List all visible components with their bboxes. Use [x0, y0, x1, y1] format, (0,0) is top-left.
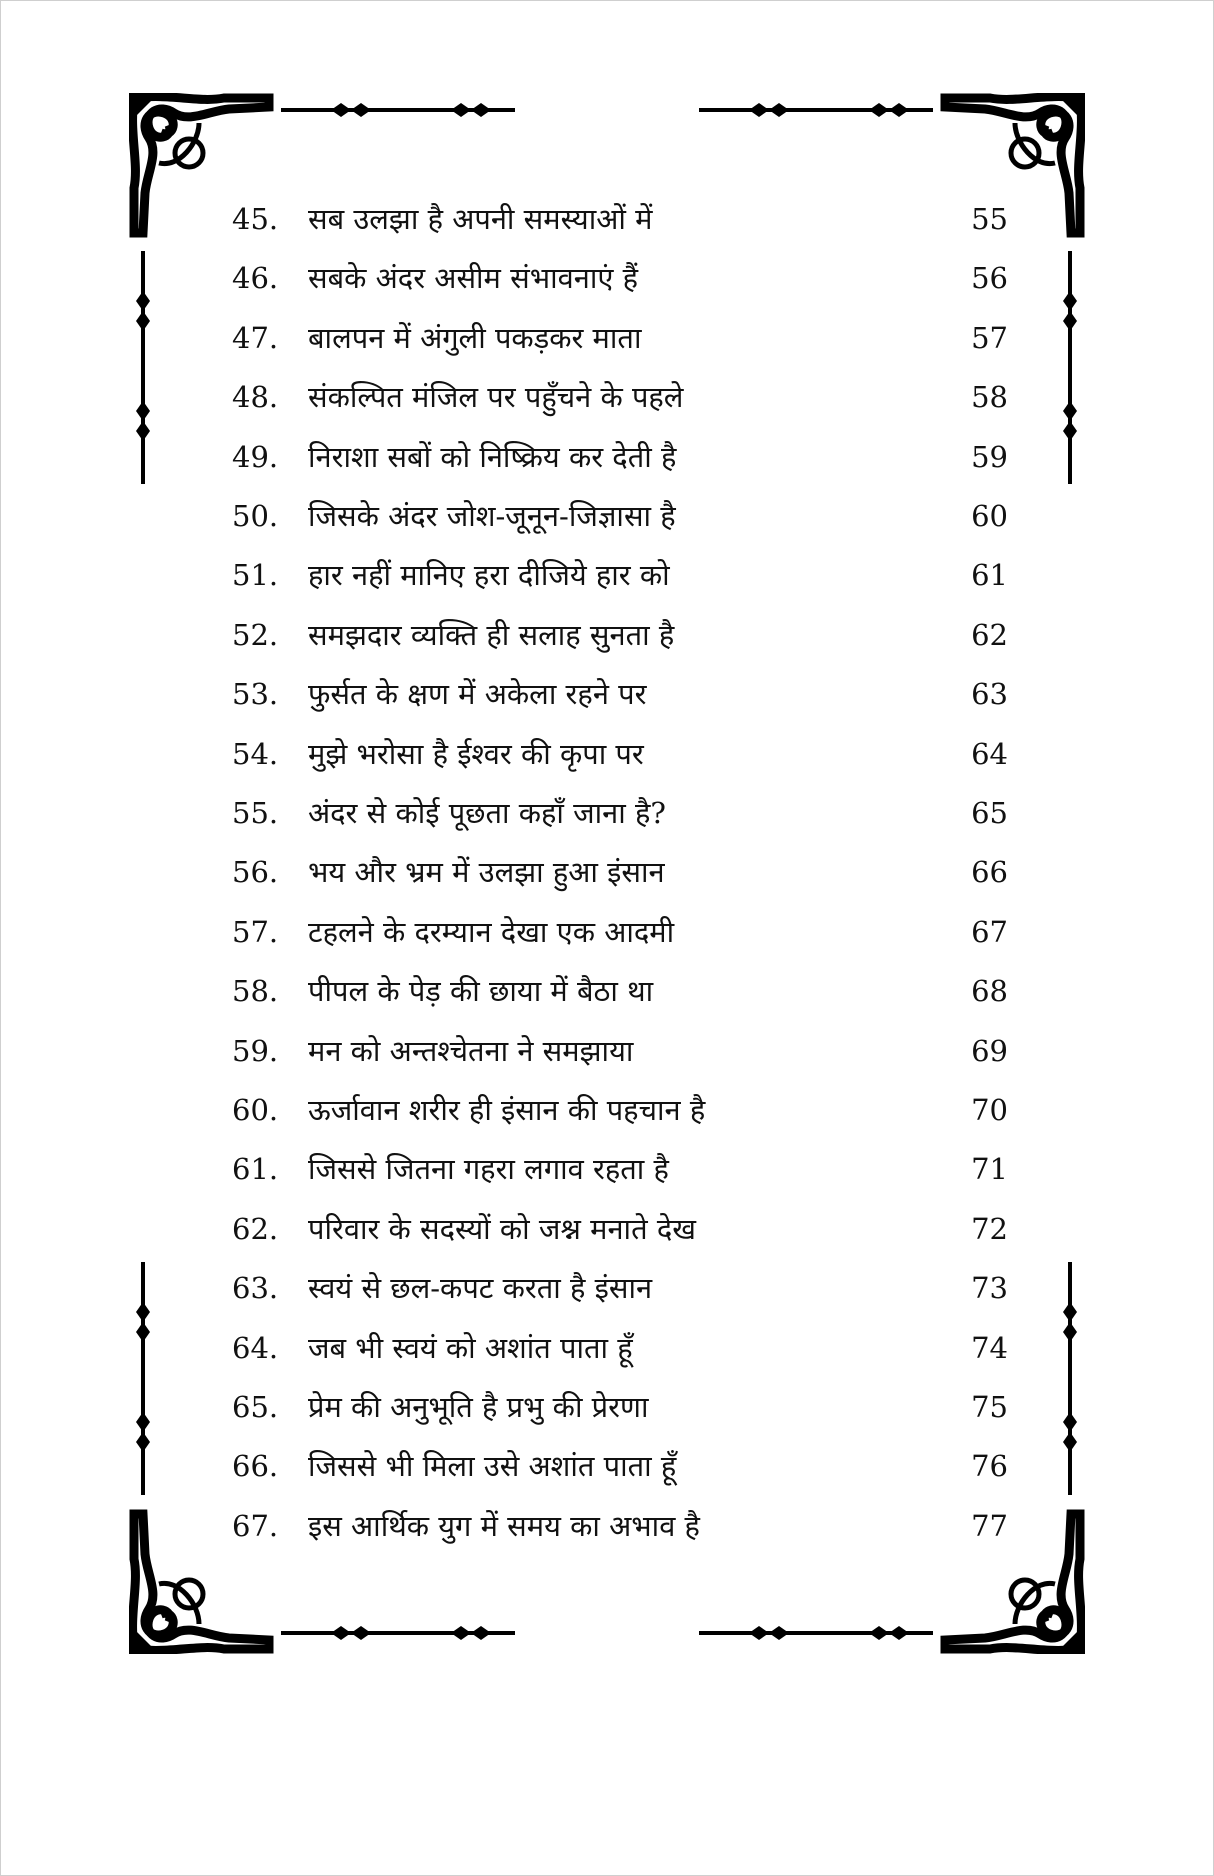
toc-entry-page: 61: [971, 558, 1008, 593]
toc-entry: [0, 432, 1214, 482]
toc-entry-page: 63: [971, 677, 1008, 712]
corner-ornament-bottom-left: [129, 1509, 274, 1654]
toc-entry-page: 74: [971, 1330, 1008, 1365]
toc-entry-title: अंदर से कोई पूछता कहाँ जाना है?: [308, 796, 666, 830]
toc-entry-title: ऊर्जावान शरीर ही इंसान की पहचान है: [308, 1093, 706, 1127]
toc-entry-number: 45.: [232, 202, 279, 236]
toc-entry-title: जिसके अंदर जोश-जूनून-जिज्ञासा है: [308, 499, 676, 533]
toc-entry: [0, 1085, 1214, 1135]
toc-entry-number: 55.: [232, 796, 279, 830]
toc-entry-title: मुझे भरोसा है ईश्वर की कृपा पर: [308, 736, 644, 771]
toc-entry-title: सब उलझा है अपनी समस्याओं में: [308, 202, 653, 236]
toc-entry-page: 69: [971, 1033, 1008, 1068]
toc-entry-title: प्रेम की अनुभूति है प्रभु की प्रेरणा: [308, 1390, 649, 1424]
toc-entry-title: परिवार के सदस्यों को जश्न मनाते देख: [308, 1211, 696, 1246]
toc-entry-page: 56: [971, 261, 1008, 296]
toc-entry: [0, 610, 1214, 660]
toc-entry-number: 61.: [232, 1152, 279, 1187]
toc-entry: [0, 550, 1214, 600]
toc-entry: [0, 1382, 1214, 1432]
toc-entry: [0, 1204, 1214, 1254]
toc-entry: [0, 1026, 1214, 1076]
toc-entry-page: 75: [971, 1390, 1008, 1424]
toc-entry-number: 51.: [232, 558, 279, 593]
side-bar-right-bottom: [1060, 1262, 1080, 1495]
toc-entry-number: 63.: [232, 1271, 279, 1306]
toc-entry-page: 60: [971, 499, 1008, 533]
divider-bottom-left: [281, 1623, 515, 1643]
toc-entry: [0, 729, 1214, 779]
toc-entry-number: 49.: [232, 439, 279, 474]
toc-entry-page: 68: [971, 974, 1008, 1009]
toc-entry-page: 72: [971, 1211, 1008, 1246]
toc-entry: [0, 1263, 1214, 1313]
toc-entry-title: सबके अंदर असीम संभावनाएं हैं: [308, 261, 639, 296]
toc-entry-title: निराशा सबों को निष्क्रिय कर देती है: [308, 439, 677, 474]
toc-entry-title: जिससे जितना गहरा लगाव रहता है: [308, 1152, 669, 1187]
toc-entry-number: 56.: [232, 855, 279, 890]
divider-bottom-right: [699, 1623, 933, 1643]
toc-entry-title: संकल्पित मंजिल पर पहुँचने के पहले: [308, 380, 684, 415]
divider-top-left: [281, 100, 515, 120]
toc-entry: [0, 491, 1214, 541]
toc-entry-page: 65: [971, 796, 1008, 830]
toc-entry-page: 76: [971, 1449, 1008, 1484]
toc-entry-title: भय और भ्रम में उलझा हुआ इंसान: [308, 855, 665, 890]
toc-entry-number: 58.: [232, 974, 279, 1009]
toc-entry-title: पीपल के पेड़ की छाया में बैठा था: [308, 974, 654, 1009]
toc-entry-title: जब भी स्वयं को अशांत पाता हूँ: [308, 1330, 633, 1365]
toc-entry: [0, 372, 1214, 422]
corner-ornament-bottom-right: [940, 1509, 1085, 1654]
toc-entry-page: 67: [971, 914, 1008, 949]
toc-entry-page: 55: [971, 202, 1008, 236]
toc-entry-number: 59.: [232, 1033, 279, 1068]
toc-entry-page: 71: [971, 1152, 1008, 1187]
toc-entry: [0, 1441, 1214, 1491]
toc-entry-number: 64.: [232, 1330, 279, 1365]
toc-entry-page: 70: [971, 1093, 1008, 1127]
toc-entry-number: 54.: [232, 736, 279, 771]
toc-entry-title: जिससे भी मिला उसे अशांत पाता हूँ: [308, 1449, 677, 1484]
toc-entry: [0, 1144, 1214, 1194]
toc-entry-page: 57: [971, 320, 1008, 355]
toc-entry-title: मन को अन्तश्चेतना ने समझाया: [308, 1033, 634, 1068]
toc-entry-number: 60.: [232, 1093, 279, 1127]
toc-entry-number: 67.: [232, 1508, 279, 1543]
toc-entry-title: स्वयं से छल-कपट करता है इंसान: [308, 1271, 653, 1306]
toc-entry: [0, 907, 1214, 957]
toc-entry-title: इस आर्थिक युग में समय का अभाव है: [308, 1508, 700, 1543]
corner-ornament-top-left: [129, 93, 274, 238]
toc-entry-number: 53.: [232, 677, 279, 712]
toc-entry-number: 65.: [232, 1390, 279, 1424]
toc-entry-page: 73: [971, 1271, 1008, 1306]
toc-entry-number: 48.: [232, 380, 279, 415]
toc-entry: [0, 313, 1214, 363]
toc-entry: [0, 253, 1214, 303]
toc-entry: [0, 847, 1214, 897]
side-bar-right-top: [1060, 251, 1080, 484]
toc-entry-number: 62.: [232, 1211, 279, 1246]
toc-entry: [0, 966, 1214, 1016]
toc-entry-number: 52.: [232, 617, 279, 652]
toc-entry-number: 50.: [232, 499, 279, 533]
toc-entry: [0, 669, 1214, 719]
toc-entry-title: बालपन में अंगुली पकड़कर माता: [308, 320, 642, 355]
toc-entry-title: टहलने के दरम्यान देखा एक आदमी: [308, 914, 675, 949]
toc-entry-number: 47.: [232, 320, 279, 355]
toc-entry-page: 59: [971, 439, 1008, 474]
toc-entry-title: समझदार व्यक्ति ही सलाह सुनता है: [308, 617, 675, 652]
toc-entry-page: 62: [971, 617, 1008, 652]
toc-entry-title: हार नहीं मानिए हरा दीजिये हार को: [308, 558, 670, 593]
toc-entry-number: 46.: [232, 261, 279, 296]
toc-entry-page: 64: [971, 736, 1008, 771]
toc-entry-page: 58: [971, 380, 1008, 415]
toc-entry-number: 66.: [232, 1449, 279, 1484]
side-bar-left-bottom: [133, 1262, 153, 1495]
toc-entry-title: फुर्सत के क्षण में अकेला रहने पर: [308, 677, 647, 712]
divider-top-right: [699, 100, 933, 120]
toc-entry-number: 57.: [232, 914, 279, 949]
corner-ornament-top-right: [940, 93, 1085, 238]
toc-entry: [0, 788, 1214, 838]
toc-entry: [0, 1323, 1214, 1373]
toc-entry-page: 77: [971, 1508, 1008, 1543]
side-bar-left-top: [133, 251, 153, 484]
toc-entry-page: 66: [971, 855, 1008, 890]
